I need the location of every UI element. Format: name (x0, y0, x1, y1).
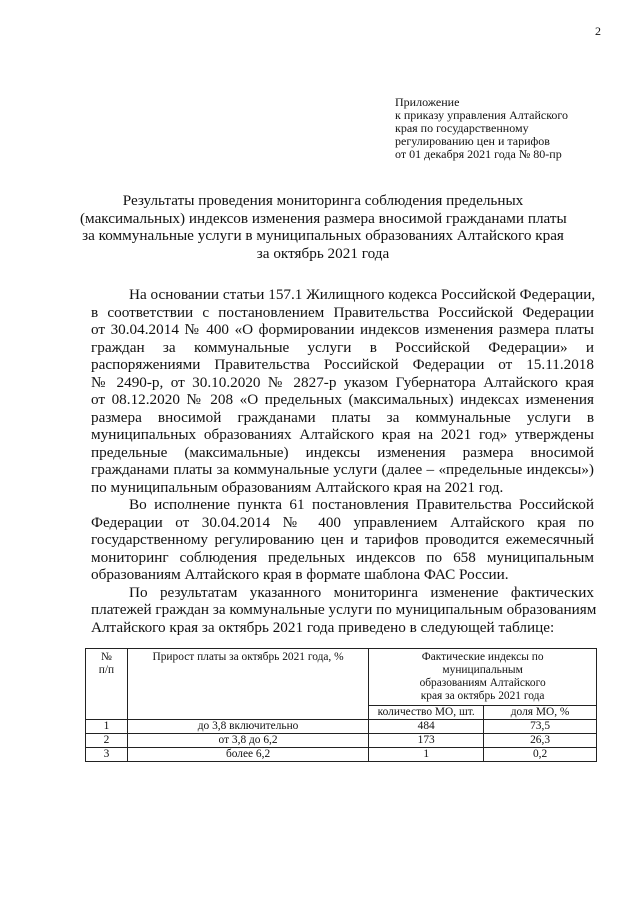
appendix-line: Приложение (395, 95, 460, 109)
table-row (86, 720, 597, 734)
paragraph-monitoring (91, 496, 594, 584)
cell-growth: от 3,8 до 6,2 (127, 734, 368, 748)
cell-number: 2 (86, 734, 128, 748)
cell-growth: до 3,8 включительно (127, 720, 368, 734)
page-number: 2 (595, 24, 601, 38)
cell-growth: более 6,2 (127, 748, 368, 762)
paragraph-line: муниципальных образованиях Алтайского края на 2021 год» утверждены (91, 426, 594, 443)
paragraph-line: мониторинг соблюдения предельных индексов по 658 муниципальным (91, 548, 594, 566)
cell-number: 3 (86, 748, 128, 762)
document-title (80, 192, 566, 262)
paragraph-line: платежей граждан за коммунальные услуги по муниципальным образованиям (91, 601, 597, 618)
paragraph-line: от 08.12.2020 № 208 «О предельных (максимальных) индексах изменения (91, 391, 594, 408)
header-actual-indices: Фактические индексы по муниципальным образованиям Алтайского края за октябрь 2021 года (369, 649, 597, 706)
paragraph-line: размера вносимой гражданами платы за коммунальные услуги в (91, 408, 594, 426)
appendix-line: от 01 декабря 2021 года № 80-пр (395, 147, 562, 161)
paragraph-legal-basis (91, 286, 594, 496)
header-share: доля МО, % (484, 706, 597, 720)
paragraph-line: образованиям Алтайского края в формате шаблона ФАС России. (91, 566, 509, 583)
header-growth: Прирост платы за октябрь 2021 года, % (127, 649, 368, 720)
title-line: Результаты проведения мониторинга соблюдения предельных (122, 192, 524, 209)
document-body (91, 286, 597, 636)
cell-count: 484 (369, 720, 484, 734)
paragraph-line: Алтайского края за октябрь 2021 года приведено в следующей таблице: (91, 618, 555, 636)
header-number: № п/п (86, 649, 128, 720)
paragraph-line: распоряжениями Правительства Российской Федерации от 15.11.2018 (91, 356, 594, 373)
paragraph-line: Федерации от 30.04.2014 № 400 управлением Алтайского края по (91, 513, 594, 531)
paragraph-line: На основании статьи 157.1 Жилищного кодекса Российской Федерации, (129, 286, 596, 303)
table-row (86, 748, 597, 762)
appendix-block (395, 96, 615, 161)
cell-number: 1 (86, 720, 128, 734)
paragraph-results (91, 583, 597, 637)
title-line: за коммунальные услуги в муниципальных образованиях Алтайского края (82, 227, 564, 244)
paragraph-line: Во исполнение пункта 61 постановления Правительства Российской (129, 496, 594, 513)
cell-share: 26,3 (484, 734, 597, 748)
paragraph-line: граждан за коммунальные услуги в Российской Федерации» и (91, 338, 594, 356)
paragraph-line: по муниципальным образованиям Алтайского края на 2021 год. (91, 478, 504, 496)
title-line: за октябрь 2021 года (256, 244, 390, 262)
paragraph-line: гражданами платы за коммунальные услуги (далее – «предельные индексы») (91, 461, 594, 478)
paragraph-line: предельные (максимальные) индексы изменения размера вносимой (91, 443, 594, 461)
cell-count: 1 (369, 748, 484, 762)
paragraph-line: от 30.04.2014 № 400 «О формировании индексов изменения размера платы (91, 321, 594, 338)
monitoring-table (85, 648, 597, 762)
header-count: количество МО, шт. (369, 706, 484, 720)
paragraph-line: государственному регулированию цен и тарифов проводится ежемесячный (91, 531, 594, 548)
title-line: (максимальных) индексов изменения размера вносимой гражданами платы (80, 209, 567, 227)
appendix-line: регулированию цен и тарифов (395, 134, 550, 148)
cell-share: 0,2 (484, 748, 597, 762)
paragraph-line: № 2490-р, от 30.10.2020 № 2827-р указом Губернатора Алтайского края (91, 373, 594, 391)
table-row (86, 734, 597, 748)
table-header-row (86, 649, 597, 706)
paragraph-line: По результатам указанного мониторинга изменение фактических (129, 583, 594, 601)
cell-count: 173 (369, 734, 484, 748)
appendix-line: к приказу управления Алтайского (395, 108, 569, 122)
cell-share: 73,5 (484, 720, 597, 734)
paragraph-line: в соответствии с постановлением Правительства Российской Федерации (91, 303, 594, 321)
appendix-line: края по государственному (395, 121, 529, 135)
